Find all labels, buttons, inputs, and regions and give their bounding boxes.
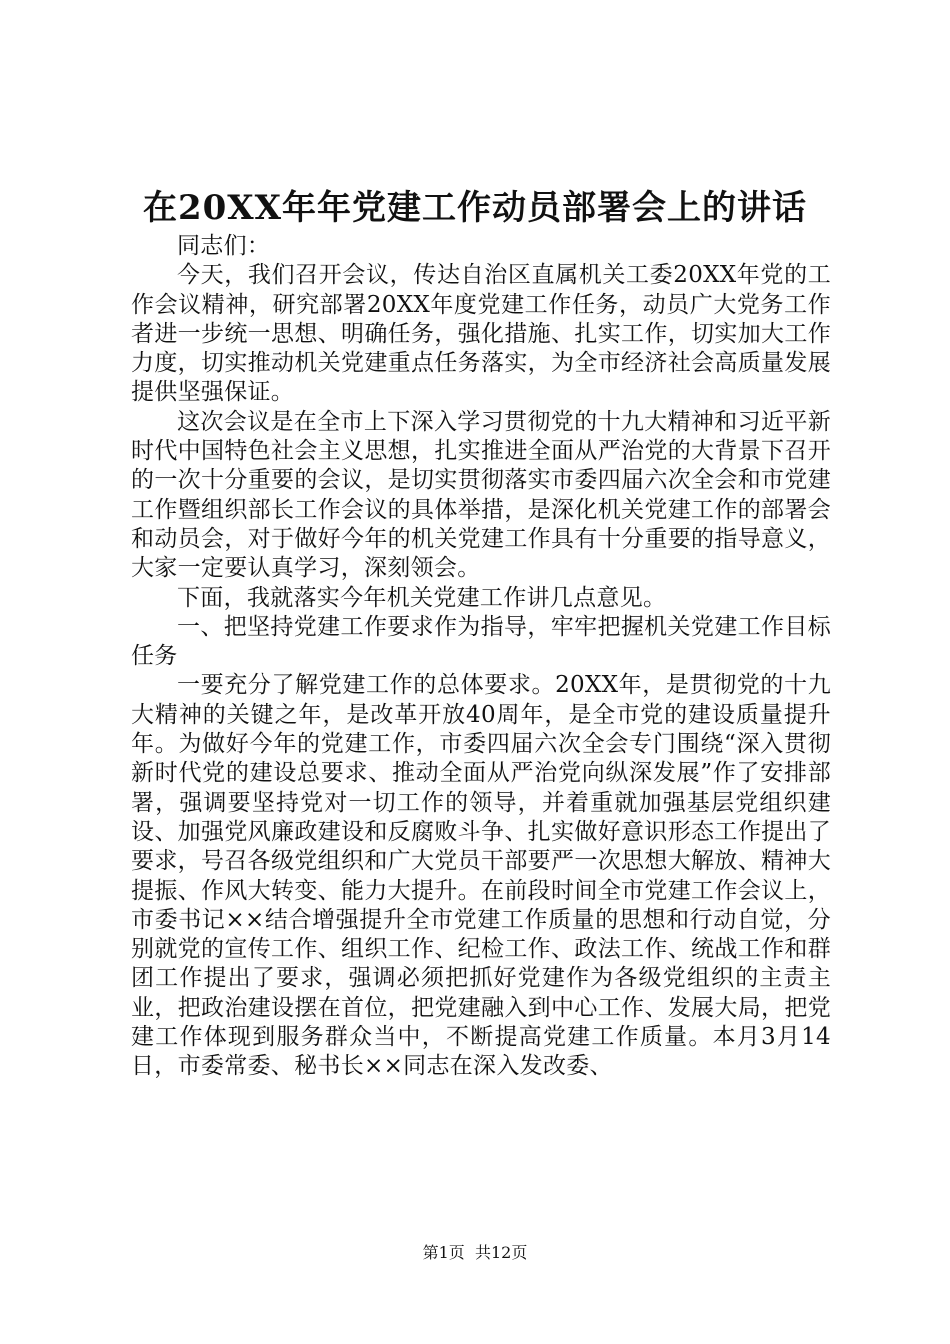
page-total: 共12页 (474, 1243, 528, 1262)
document-body (131, 232, 831, 1082)
document-title: 在20XX年年党建工作动员部署会上的讲话 (142, 188, 808, 228)
salutation-paragraph: 同志们： (177, 233, 271, 259)
page-number: 第1页 (422, 1243, 465, 1262)
page-footer (0, 1242, 950, 1264)
body-paragraph: 今天，我们召开会议，传达自治区直属机关工委20XX年党的工作会议精神，研究部署20XX年度党建工作任务，动员广大党务工作者进一步统一思想、明确任务，强化措施、扎实工作，切实加大工作力度，切实推动机关党建重点任务落实，为全市经济社会高质量发展提供坚强保证。 (131, 262, 831, 406)
section-heading: 一、把坚持党建工作要求作为指导，牢牢把握机关党建工作目标任务 (131, 613, 831, 670)
body-paragraph: 下面，我就落实今年机关党建工作讲几点意见。 (177, 584, 667, 611)
body-paragraph: 一要充分了解党建工作的总体要求。20XX年，是贯彻党的十九大精神的关键之年，是改革开放40周年，是全市党的建设质量提升年。为做好今年的党建工作，市委四届六次全会专门围绕“深入贯彻新时代党的建设总要求、推动全面从严治党向纵深发展”作了安排部署，强调要坚持党对一切工作的领导，并着重就加强基层党组织建设、加强党风廉政建设和反腐败斗争、扎实做好意识形态工作提出了要求，号召各级党组织和广大党员干部要严一次思想大解放、精神大提振、作风大转变、能力大提升。在前段时间全市党建工作会议上，市委书记××结合增强提升全市党建工作质量的思想和行动自觉，分别就党的宣传工作、组织工作、纪检工作、政法工作、统战工作和群团工作提出了要求，强调必须把抓好党建作为各级党组织的主责主业，把政治建设摆在首位，把党建融入到中心工作、发展大局，把党建工作体现到服务群众当中，不断提高党建工作质量。本月3月14日，市委常委、秘书长××同志在深入发改委、 (131, 672, 831, 1080)
body-paragraph: 这次会议是在全市上下深入学习贯彻党的十九大精神和习近平新时代中国特色社会主义思想，扎实推进全面从严治党的大背景下召开的一次十分重要的会议，是切实贯彻落实市委四届六次全会和市党建工作暨组织部长工作会议的具体举措，是深化机关党建工作的部署会和动员会，对于做好今年的机关党建工作具有十分重要的指导意义，大家一定要认真学习，深刻领会。 (131, 408, 831, 582)
